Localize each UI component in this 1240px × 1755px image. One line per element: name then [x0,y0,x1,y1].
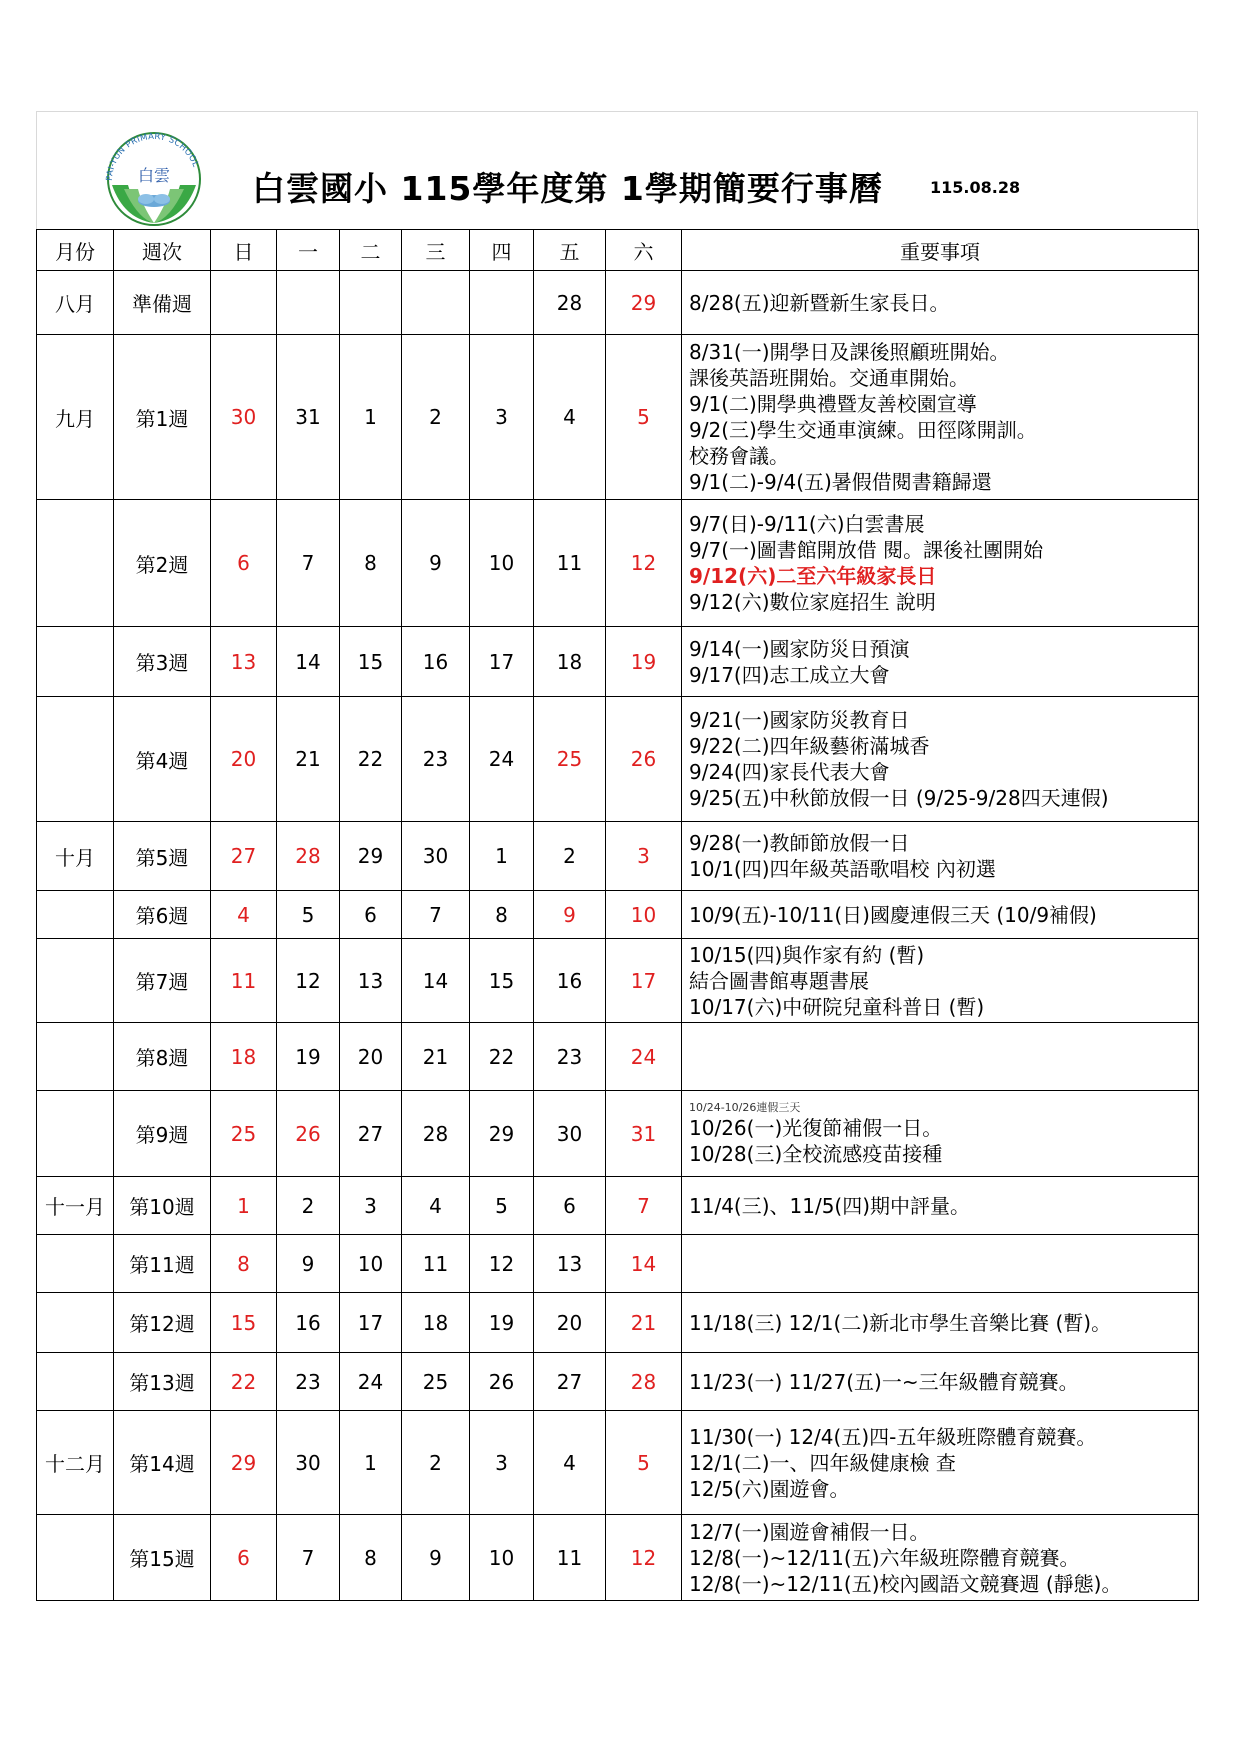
week-cell: 第8週 [114,1023,211,1091]
month-cell: 十二月 [37,1411,114,1515]
day-cell: 8 [340,500,402,627]
day-cell: 24 [606,1023,682,1091]
month-cell: 九月 [37,335,114,500]
day-cell: 7 [277,1515,340,1601]
day-cell: 15 [340,627,402,697]
day-cell: 6 [211,500,277,627]
day-cell: 26 [470,1353,534,1411]
day-cell: 10 [470,500,534,627]
events-cell [682,1353,1199,1411]
events-cell [682,891,1199,939]
day-cell: 15 [470,939,534,1023]
month-cell [37,697,114,822]
event-line: 9/21(一)國家防災教育日 [689,708,910,732]
event-line: 10/9(五)-10/11(日)國慶連假三天 (10/9補假) [689,902,1097,927]
day-cell [340,271,402,335]
day-cell: 5 [606,335,682,500]
day-cell: 27 [211,822,277,891]
day-cell: 1 [340,1411,402,1515]
event-line: 9/25(五)中秋節放假一日 (9/25-9/28四天連假) [689,786,1109,810]
day-cell: 2 [277,1177,340,1235]
event-line: 11/30(一) 12/4(五)四-五年級班際體育競賽。 [689,1424,1097,1449]
week-cell: 第5週 [114,822,211,891]
week-row [37,1235,1199,1293]
event-line: 11/23(一) 11/27(五)一~三年級體育競賽。 [689,1369,1079,1394]
revision-date: 115.08.28 [930,178,1021,197]
day-cell: 31 [606,1091,682,1177]
week-row [37,627,1199,697]
day-cell: 18 [211,1023,277,1091]
month-cell [37,939,114,1023]
day-cell: 31 [277,335,340,500]
month-cell: 十月 [37,822,114,891]
day-cell: 3 [340,1177,402,1235]
month-cell [37,891,114,939]
month-cell [37,1235,114,1293]
events-cell [682,1177,1199,1235]
day-cell: 20 [211,697,277,822]
month-cell [37,627,114,697]
column-header: 重要事項 [682,230,1199,271]
column-header: 二 [340,230,402,271]
column-header: 六 [606,230,682,271]
day-cell: 29 [470,1091,534,1177]
events-cell [682,627,1199,697]
week-row [37,500,1199,627]
week-row [37,939,1199,1023]
day-cell: 20 [534,1293,606,1353]
day-cell: 14 [402,939,470,1023]
logo-arc-text: PAI-YUN PRIMARY SCHOOL [104,131,201,182]
day-cell: 16 [534,939,606,1023]
event-line: 12/8(一)~12/11(五)六年級班際體育競賽。 [689,1545,1080,1570]
week-cell: 第12週 [114,1293,211,1353]
day-cell: 19 [606,627,682,697]
day-cell: 9 [402,500,470,627]
week-row [37,1023,1199,1091]
day-cell: 3 [470,1411,534,1515]
day-cell: 2 [402,1411,470,1515]
event-line: 12/8(一)~12/11(五)校內國語文競賽週 (靜態)。 [689,1571,1122,1596]
day-cell [211,271,277,335]
event-line: 10/15(四)與作家有約 (暫) [689,942,925,967]
week-row [37,1515,1199,1601]
day-cell: 6 [340,891,402,939]
event-line: 9/17(四)志工成立大會 [689,662,890,687]
column-header: 一 [277,230,340,271]
day-cell: 23 [534,1023,606,1091]
day-cell: 18 [534,627,606,697]
month-cell: 十一月 [37,1177,114,1235]
day-cell: 1 [470,822,534,891]
event-line: 9/2(三)學生交通車演練。田徑隊開訓。 [689,418,1037,442]
day-cell: 12 [606,1515,682,1601]
day-cell: 5 [277,891,340,939]
day-cell [470,271,534,335]
day-cell: 13 [534,1235,606,1293]
day-cell: 19 [470,1293,534,1353]
day-cell: 27 [534,1353,606,1411]
event-line: 9/28(一)教師節放假一日 [689,831,910,855]
events-cell [682,1235,1199,1293]
month-cell [37,1091,114,1177]
day-cell: 10 [340,1235,402,1293]
week-cell: 第7週 [114,939,211,1023]
week-row [37,335,1199,500]
event-line: 8/28(五)迎新暨新生家長日。 [689,290,950,315]
events-cell [682,1091,1199,1177]
day-cell: 2 [534,822,606,891]
week-row [37,697,1199,822]
day-cell: 9 [402,1515,470,1601]
day-cell: 24 [470,697,534,822]
week-cell: 準備週 [114,271,211,335]
day-cell: 3 [470,335,534,500]
week-cell: 第11週 [114,1235,211,1293]
event-line: 10/26(一)光復節補假一日。 [689,1115,943,1140]
event-line: 校務會議。 [689,444,789,468]
events-cell [682,822,1199,891]
calendar-table [36,229,1199,1601]
events-cell [682,939,1199,1023]
day-cell: 6 [534,1177,606,1235]
day-cell: 10 [470,1515,534,1601]
day-cell: 25 [211,1091,277,1177]
column-header: 月份 [37,230,114,271]
day-cell: 20 [340,1023,402,1091]
day-cell [277,271,340,335]
week-row [37,271,1199,335]
week-row [37,1091,1199,1177]
day-cell: 27 [340,1091,402,1177]
day-cell: 18 [402,1293,470,1353]
day-cell: 30 [402,822,470,891]
events-cell [682,271,1199,335]
column-header: 日 [211,230,277,271]
event-line: 9/7(日)-9/11(六)白雲書展 [689,512,925,536]
day-cell: 13 [340,939,402,1023]
event-line: 9/1(二)開學典禮暨友善校園宣導 [689,392,977,416]
day-cell: 21 [606,1293,682,1353]
day-cell: 4 [534,335,606,500]
day-cell: 9 [277,1235,340,1293]
event-line: 8/31(一)開學日及課後照顧班開始。 [689,340,1010,364]
week-cell: 第4週 [114,697,211,822]
day-cell: 8 [340,1515,402,1601]
day-cell: 10 [606,891,682,939]
event-line: 10/17(六)中研院兒童科普日 (暫) [689,994,985,1019]
day-cell: 28 [277,822,340,891]
school-logo [94,123,214,231]
event-line: 9/12(六)二至六年級家長日 [689,564,937,588]
day-cell: 1 [340,335,402,500]
month-cell [37,1515,114,1601]
event-line: 12/7(一)園遊會補假一日。 [689,1519,930,1544]
day-cell: 17 [606,939,682,1023]
day-cell: 30 [211,335,277,500]
day-cell: 29 [606,271,682,335]
event-line: 課後英語班開始。交通車開始。 [689,366,969,390]
week-cell: 第15週 [114,1515,211,1601]
event-line: 9/12(六)數位家庭招生 說明 [689,590,936,614]
month-cell [37,500,114,627]
day-cell: 5 [606,1411,682,1515]
day-cell: 9 [534,891,606,939]
week-cell: 第13週 [114,1353,211,1411]
month-cell: 八月 [37,271,114,335]
day-cell: 21 [402,1023,470,1091]
day-cell: 22 [470,1023,534,1091]
event-line: 9/14(一)國家防災日預演 [689,636,910,661]
day-cell: 8 [470,891,534,939]
events-cell [682,1411,1199,1515]
week-cell: 第6週 [114,891,211,939]
day-cell: 12 [277,939,340,1023]
column-header: 週次 [114,230,211,271]
week-cell: 第1週 [114,335,211,500]
month-cell [37,1353,114,1411]
day-cell: 4 [534,1411,606,1515]
day-cell: 22 [340,697,402,822]
event-line: 12/5(六)園遊會。 [689,1476,850,1501]
day-cell: 7 [606,1177,682,1235]
day-cell: 25 [534,697,606,822]
day-cell: 11 [402,1235,470,1293]
event-line: 9/7(一)圖書館開放借 閱。課後社團開始 [689,538,1044,562]
day-cell: 14 [606,1235,682,1293]
events-cell [682,1023,1199,1091]
day-cell: 16 [402,627,470,697]
day-cell: 19 [277,1023,340,1091]
week-cell: 第9週 [114,1091,211,1177]
event-line: 10/28(三)全校流感疫苗接種 [689,1141,943,1166]
week-row [37,1293,1199,1353]
day-cell: 7 [402,891,470,939]
column-header: 四 [470,230,534,271]
day-cell: 28 [606,1353,682,1411]
week-cell: 第2週 [114,500,211,627]
day-cell: 2 [402,335,470,500]
month-cell [37,1023,114,1091]
day-cell: 3 [606,822,682,891]
day-cell: 24 [340,1353,402,1411]
day-cell: 1 [211,1177,277,1235]
day-cell: 12 [470,1235,534,1293]
day-cell: 21 [277,697,340,822]
calendar-header [36,111,1198,229]
calendar-header-row [37,230,1199,271]
day-cell: 17 [470,627,534,697]
day-cell: 5 [470,1177,534,1235]
events-cell [682,500,1199,627]
event-line: 9/1(二)-9/4(五)暑假借閱書籍歸還 [689,470,992,494]
day-cell: 26 [277,1091,340,1177]
day-cell: 26 [606,697,682,822]
week-cell: 第3週 [114,627,211,697]
week-cell: 第14週 [114,1411,211,1515]
week-row [37,1177,1199,1235]
day-cell: 15 [211,1293,277,1353]
day-cell [402,271,470,335]
day-cell: 4 [211,891,277,939]
day-cell: 23 [402,697,470,822]
day-cell: 29 [211,1411,277,1515]
day-cell: 29 [340,822,402,891]
event-line: 11/4(三)、11/5(四)期中評量。 [689,1193,971,1218]
week-row [37,1353,1199,1411]
day-cell: 17 [340,1293,402,1353]
column-header: 五 [534,230,606,271]
day-cell: 22 [211,1353,277,1411]
event-line: 結合圖書館專題書展 [689,968,869,993]
events-cell [682,1515,1199,1601]
day-cell: 11 [211,939,277,1023]
week-row [37,891,1199,939]
events-cell [682,697,1199,822]
day-cell: 28 [534,271,606,335]
event-note: 10/24-10/26連假三天 [689,1100,801,1114]
day-cell: 30 [277,1411,340,1515]
event-line: 9/24(四)家長代表大會 [689,760,890,784]
day-cell: 12 [606,500,682,627]
day-cell: 7 [277,500,340,627]
event-line: 11/18(三) 12/1(二)新北市學生音樂比賽 (暫)。 [689,1310,1112,1335]
week-row [37,1411,1199,1515]
day-cell: 16 [277,1293,340,1353]
event-line: 12/1(二)一、四年級健康檢 查 [689,1450,956,1475]
day-cell: 28 [402,1091,470,1177]
day-cell: 11 [534,500,606,627]
day-cell: 30 [534,1091,606,1177]
day-cell: 25 [402,1353,470,1411]
page-title: 白雲國小 115學年度第 1學期簡要行事曆 [252,169,883,208]
day-cell: 8 [211,1235,277,1293]
week-row [37,822,1199,891]
day-cell: 6 [211,1515,277,1601]
column-header: 三 [402,230,470,271]
events-cell [682,335,1199,500]
day-cell: 14 [277,627,340,697]
month-cell [37,1293,114,1353]
event-line: 9/22(二)四年級藝術滿城香 [689,734,930,758]
event-line: 10/1(四)四年級英語歌唱校 內初選 [689,857,996,881]
day-cell: 11 [534,1515,606,1601]
day-cell: 13 [211,627,277,697]
week-cell: 第10週 [114,1177,211,1235]
day-cell: 23 [277,1353,340,1411]
logo-text: 白雲 [137,166,171,185]
day-cell: 4 [402,1177,470,1235]
events-cell [682,1293,1199,1353]
